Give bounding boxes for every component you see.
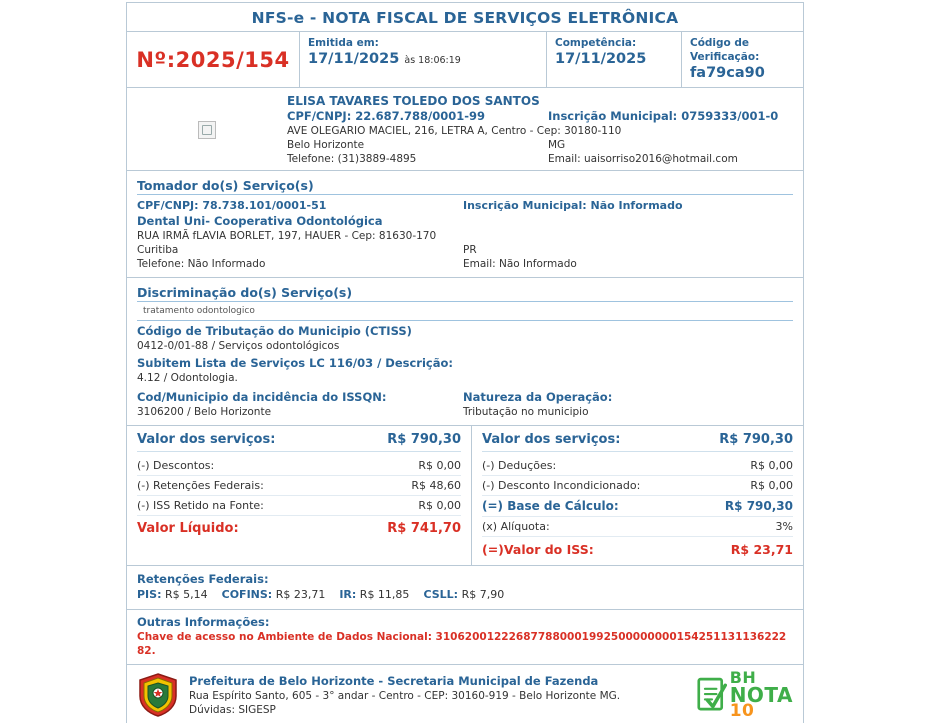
- competence-value: 17/11/2025: [555, 51, 647, 67]
- tomador-email: Email: Não Informado: [463, 258, 577, 270]
- chave-acesso-text: Chave de acesso no Ambiente de Dados Nacional: 31062001222687788000199250000000015425113113622282.: [137, 631, 787, 657]
- aliquota-value: 3%: [775, 520, 793, 533]
- valor-iss-row: [482, 537, 793, 557]
- left-total-services-label: Valor dos serviços:: [137, 432, 276, 447]
- prestador-info: [287, 94, 803, 166]
- natureza-operacao-value: Tributação no municipio: [463, 406, 589, 418]
- iss-retido-row: [137, 496, 461, 516]
- deducoes-row: [482, 456, 793, 476]
- bh-logo-bh: BH: [729, 668, 757, 687]
- footer-line-3: Dúvidas: SIGESP: [189, 703, 276, 716]
- right-total-services-label: Valor dos serviços:: [482, 432, 621, 447]
- tomador-uf: PR: [463, 244, 477, 256]
- tomador-inscricao-municipal: Inscrição Municipal: Não Informado: [463, 199, 683, 212]
- right-total-services-value: R$ 790,30: [719, 432, 793, 447]
- discriminacao-section: [127, 278, 803, 426]
- footer-line-2: Rua Espírito Santo, 605 - 3° andar - Centro - CEP: 30160-919 - Belo Horizonte MG.: [189, 689, 621, 702]
- footer-text: [189, 674, 693, 717]
- emission-date: 17/11/2025: [308, 51, 400, 67]
- pis-value: R$ 5,14: [164, 588, 208, 601]
- nfse-document: [126, 2, 804, 723]
- discriminacao-text: tratamento odontologico: [137, 305, 793, 321]
- tomador-section-title: Tomador do(s) Serviço(s): [137, 175, 793, 195]
- descontos-label: (-) Descontos:: [137, 459, 215, 472]
- page-title: NFS-e - NOTA FISCAL DE SERVIÇOS ELETRÔNICA: [251, 9, 679, 27]
- competence-label: Competência:: [555, 37, 637, 49]
- document-check-icon: [697, 677, 727, 713]
- left-total-services-row: [137, 432, 461, 452]
- municipio-issqn-value: 3106200 / Belo Horizonte: [137, 406, 272, 418]
- valor-iss-value: R$ 23,71: [730, 542, 793, 557]
- tomador-name: Dental Uni- Cooperativa Odontológica: [137, 214, 383, 228]
- base-calculo-label: (=) Base de Cálculo:: [482, 499, 619, 513]
- verification-label: Código de Verificação:: [690, 37, 760, 63]
- csll-value: R$ 7,90: [461, 588, 505, 601]
- ir-value: R$ 11,85: [359, 588, 410, 601]
- deducoes-value: R$ 0,00: [750, 459, 793, 472]
- base-calculo-value: R$ 790,30: [724, 499, 793, 513]
- cofins-label: COFINS:: [221, 588, 273, 601]
- bh-nota-words: [729, 668, 793, 722]
- retencoes-federais-label: (-) Retenções Federais:: [137, 479, 264, 492]
- emission-label: Emitida em:: [308, 37, 379, 49]
- prestador-section: [127, 88, 803, 171]
- emission-cell: [300, 32, 547, 87]
- retencoes-federais-section: [127, 566, 803, 610]
- verification-code: fa79ca90: [690, 65, 765, 81]
- tomador-section: [127, 171, 803, 278]
- cofins-value: R$ 23,71: [275, 588, 326, 601]
- valor-iss-label: (=)Valor do ISS:: [482, 542, 594, 557]
- desconto-incondicionado-row: [482, 476, 793, 496]
- values-section: [127, 426, 803, 566]
- prestador-endereco: AVE OLEGARIO MACIEL, 216, LETRA A, Centro - Cep: 30180-110: [287, 125, 622, 137]
- retencoes-federais-items: [137, 587, 793, 603]
- header-info-row: [127, 32, 803, 88]
- emission-time: às 18:06:19: [404, 55, 461, 66]
- broken-image-icon: [198, 121, 216, 139]
- descontos-value: R$ 0,00: [418, 459, 461, 472]
- nfse-number: Nº:2025/154: [136, 47, 290, 72]
- tomador-cidade: Curitiba: [137, 244, 179, 256]
- municipio-issqn-label: Cod/Municipio da incidência do ISSQN:: [137, 390, 387, 404]
- tomador-cnpj: CPF/CNPJ: 78.738.101/0001-51: [137, 199, 327, 212]
- base-calculo-row: [482, 496, 793, 517]
- footer-line-1: Prefeitura de Belo Horizonte - Secretaria Municipal de Fazenda: [189, 673, 599, 688]
- iss-retido-value: R$ 0,00: [418, 499, 461, 512]
- bh-nota-10-logo: [693, 668, 793, 722]
- prestador-name: ELISA TAVARES TOLEDO DOS SANTOS: [287, 94, 540, 108]
- retencoes-federais-title: Retenções Federais:: [137, 572, 269, 586]
- prestador-uf: MG: [548, 139, 566, 151]
- footer-section: [127, 665, 803, 723]
- left-total-services-value: R$ 790,30: [387, 432, 461, 447]
- ir-label: IR:: [339, 588, 357, 601]
- prestador-telefone: Telefone: (31)3889-4895: [287, 153, 417, 165]
- bh-nota-mark: [697, 668, 793, 722]
- deducoes-label: (-) Deduções:: [482, 459, 557, 472]
- prestador-inscricao-municipal: Inscrição Municipal: 0759333/001-0: [548, 109, 779, 123]
- retencoes-federais-value: R$ 48,60: [411, 479, 461, 492]
- prestador-logo: [127, 94, 287, 166]
- brasao-belo-horizonte-icon: [137, 672, 179, 718]
- csll-label: CSLL:: [423, 588, 459, 601]
- tomador-telefone: Telefone: Não Informado: [137, 258, 266, 270]
- competence-cell: [547, 32, 682, 87]
- outras-informacoes-section: [127, 610, 803, 665]
- bh-logo-10: 10: [729, 701, 755, 722]
- desconto-incondicionado-value: R$ 0,00: [750, 479, 793, 492]
- outras-informacoes-title: Outras Informações:: [137, 615, 270, 629]
- values-left-panel: [127, 426, 472, 565]
- aliquota-label: (x) Alíquota:: [482, 520, 550, 533]
- desconto-incondicionado-label: (-) Desconto Incondicionado:: [482, 479, 641, 492]
- prestador-cnpj: CPF/CNPJ: 22.687.788/0001-99: [287, 109, 486, 123]
- subitem-label: Subitem Lista de Serviços LC 116/03 / Descrição:: [137, 356, 453, 370]
- iss-retido-label: (-) ISS Retido na Fonte:: [137, 499, 264, 512]
- natureza-operacao-label: Natureza da Operação:: [463, 390, 613, 404]
- valor-liquido-row: [137, 516, 461, 536]
- prestador-cidade: Belo Horizonte: [287, 139, 365, 151]
- tomador-endereco: RUA IRMÃ fLAVIA BORLET, 197, HAUER - Cep: 81630-170: [137, 230, 437, 242]
- descontos-row: [137, 456, 461, 476]
- values-right-panel: [472, 426, 803, 565]
- prestador-email: Email: uaisorriso2016@hotmail.com: [548, 153, 738, 165]
- right-total-services-row: [482, 432, 793, 452]
- emission-value-wrap: [308, 50, 538, 70]
- valor-liquido-value: R$ 741,70: [387, 521, 461, 536]
- aliquota-row: [482, 517, 793, 537]
- document-title-row: [127, 3, 803, 32]
- nfse-number-cell: [127, 32, 300, 87]
- ctiss-value: 0412-0/01-88 / Serviços odontológicos: [137, 340, 340, 352]
- ctiss-label: Código de Tributação do Municipio (CTISS): [137, 324, 412, 338]
- bh-logo-nota: NOTA: [729, 682, 793, 707]
- subitem-value: 4.12 / Odontologia.: [137, 372, 238, 384]
- discriminacao-section-title: Discriminação do(s) Serviço(s): [137, 282, 793, 302]
- valor-liquido-label: Valor Líquido:: [137, 521, 239, 536]
- retencoes-federais-row: [137, 476, 461, 496]
- pis-label: PIS:: [137, 588, 162, 601]
- verification-cell: [682, 32, 803, 87]
